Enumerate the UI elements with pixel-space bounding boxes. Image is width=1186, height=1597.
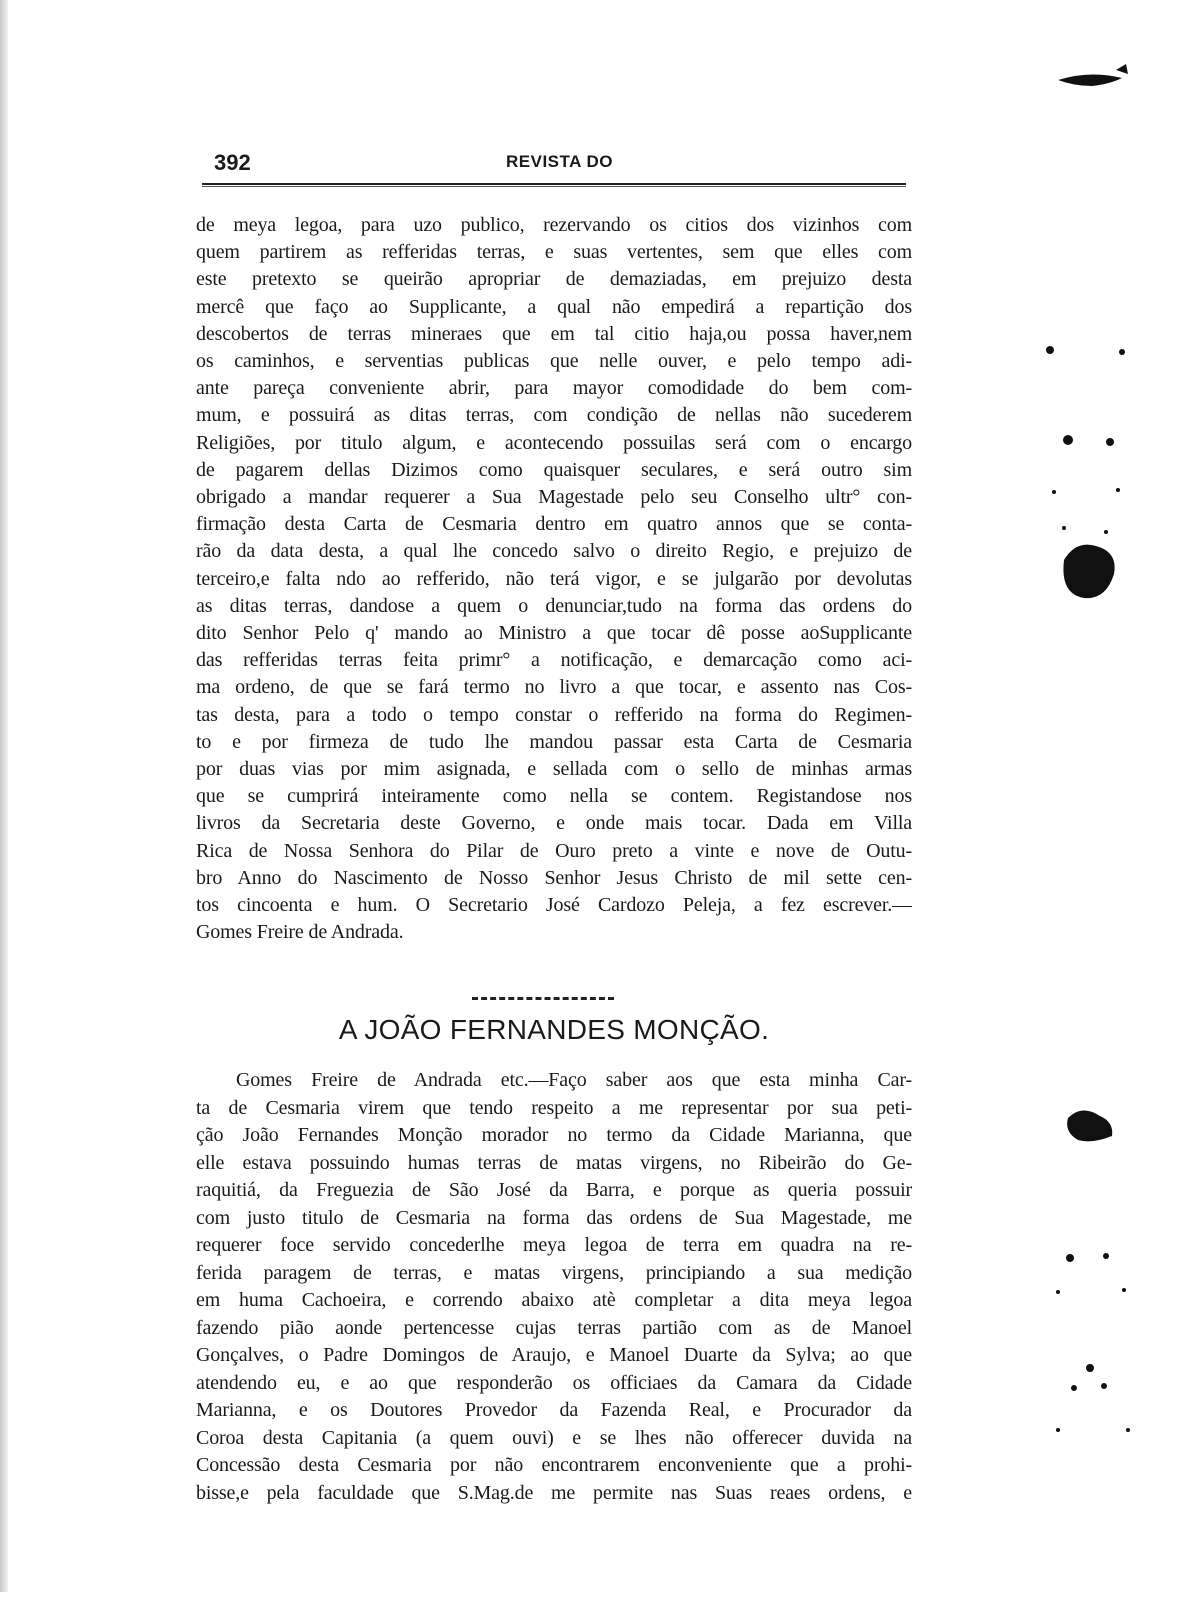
text-line: dito Senhor Pelo q' mando ao Ministro a que tocar dê posse aoSupplicante (196, 622, 912, 645)
text-line: este pretexto se queirão apropriar de demaziadas, em prejuizo desta (196, 268, 912, 291)
text-line: mercê que faço ao Supplicante, a qual não empedirá a repartição dos (196, 295, 912, 318)
text-line: tas desta, para a todo o tempo constar o refferido na forma do Regimen- (196, 703, 912, 726)
section-title: A JOÃO FERNANDES MONÇÃO. (338, 1014, 770, 1045)
running-title: REVISTA DO (506, 152, 614, 171)
text-line: firmação desta Carta de Cesmaria dentro em quatro annos que se conta- (196, 513, 912, 536)
text-line: tos cincoenta e hum. O Secretario José Cardozo Peleja, a fez escrever.— (196, 894, 912, 917)
text-line: com justo titulo de Cesmaria na forma das ordens de Sua Magestade, me (196, 1206, 912, 1229)
text-line: Religiões, por titulo algum, e acontecendo possuilas será com o encargo (196, 431, 912, 454)
text-line: rão da data desta, a qual lhe concedo salvo o direito Regio, e prejuizo de (196, 540, 912, 563)
section-divider (472, 997, 614, 1000)
text-line: obrigado a mandar requerer a Sua Magestade pelo seu Conselho ultr° con- (196, 486, 912, 509)
text-line: bro Anno do Nascimento de Nosso Senhor Jesus Christo de mil sette cen- (196, 866, 912, 889)
text-line: por duas vias por mim asignada, e sellada com o sello de minhas armas (196, 758, 912, 781)
text-line: ante pareça conveniente abrir, para mayor comodidade do bem com- (196, 377, 912, 400)
text-line: terceiro,e falta ndo ao refferido, não terá vigor, e se julgarão por devolutas (196, 567, 912, 590)
text-line: Marianna, e os Doutores Provedor da Fazenda Real, e Procurador da (196, 1399, 912, 1421)
text-line: ma ordeno, de que se fará termo no livro a que tocar, e assento nas Cos- (196, 676, 912, 699)
text-line: requerer foce servido concederlhe meya legoa de terra em quadra na re- (196, 1234, 912, 1256)
text-line: ta de Cesmaria virem que tendo respeito a me representar por sua peti- (196, 1096, 912, 1119)
text-line: livros da Secretaria deste Governo, e onde mais tocar. Dada em Villa (196, 812, 912, 835)
signature-line: Gomes Freire de Andrada. (196, 921, 404, 944)
text-line: de meya legoa, para uzo publico, rezervando os citios dos vizinhos com (196, 214, 912, 236)
text-line: Gomes Freire de Andrada etc.—Faço saber aos que esta minha Car- (236, 1069, 912, 1091)
text-line: os caminhos, e serventias publicas que nelle ouver, e pelo tempo adi- (196, 350, 912, 373)
text-line: as ditas terras, dandose a quem o denunciar,tudo na forma das ordens do (196, 594, 912, 617)
running-header (214, 146, 910, 180)
page-number: 392 (214, 150, 251, 175)
text-line: to e por firmeza de tudo lhe mandou passar esta Carta de Cesmaria (196, 730, 912, 753)
text-line: bisse,e pela faculdade que S.Mag.de me permite nas Suas reaes ordens, e (196, 1481, 912, 1504)
text-line: de pagarem dellas Dizimos como quaisquer seculares, e será outro sim (196, 458, 912, 481)
text-line: Coroa desta Capitania (a quem ouvi) e se lhes não offerecer duvida na (196, 1426, 912, 1449)
text-line: ção João Fernandes Monção morador no termo da Cidade Marianna, que (196, 1124, 912, 1146)
scan-artifacts (1030, 0, 1186, 1592)
text-line: quem partirem as refferidas terras, e suas vertentes, sem que elles com (196, 241, 912, 264)
ink-specks-graphic (1030, 0, 1186, 1592)
text-line: atendendo eu, e ao que responderão os officiaes da Camara da Cidade (196, 1371, 912, 1394)
paragraph-continued (196, 212, 912, 946)
text-line: descobertos de terras mineraes que em tal citio haja,ou possa haver,nem (196, 322, 912, 345)
paragraph-charter (196, 1067, 912, 1507)
text-line: fazendo pião aonde pertencesse cujas terras partião com as de Manoel (196, 1316, 912, 1339)
text-line: das refferidas terras feita primr° a notificação, e demarcação como aci- (196, 649, 912, 672)
text-line: mum, e possuirá as ditas terras, com condição de nellas não sucederem (196, 404, 912, 427)
text-line: Gonçalves, o Padre Domingos de Araujo, e Manoel Duarte da Sylva; ao que (196, 1344, 912, 1366)
text-line: que se cumprirá inteiramente como nella se contem. Registandose nos (196, 785, 912, 808)
text-line: raquitiá, da Freguezia de São José da Barra, e porque as queria possuir (196, 1179, 912, 1201)
text-line: Concessão desta Cesmaria por não encontrarem enconveniente que a prohi- (196, 1454, 912, 1476)
text-line: em huma Cachoeira, e correndo abaixo atè completar a dita meya legoa (196, 1289, 912, 1311)
text-line: Rica de Nossa Senhora do Pilar de Ouro preto a vinte e nove de Outu- (196, 839, 912, 862)
header-rule (202, 183, 906, 187)
text-line: ferida paragem de terras, e matas virgens, principiando a sua medição (196, 1261, 912, 1284)
text-line: elle estava possuindo humas terras de matas virgens, no Ribeirão do Ge- (196, 1151, 912, 1174)
document-page (196, 0, 912, 1592)
page-left-edge-shadow (0, 0, 8, 1592)
